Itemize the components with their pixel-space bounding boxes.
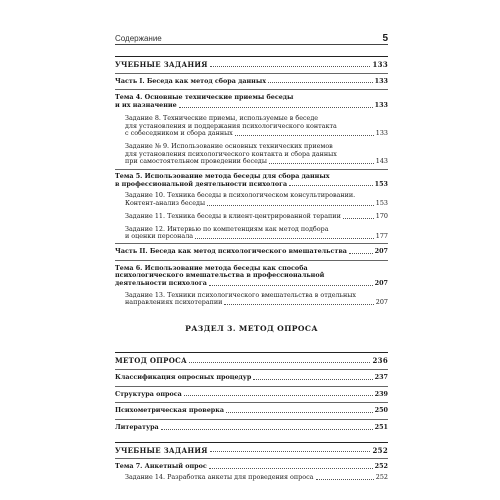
toc-entry-title: УЧЕБНЫЕ ЗАДАНИЯ	[115, 445, 208, 455]
toc-entry-title: Литература	[115, 422, 159, 431]
toc-entry-title: УЧЕБНЫЕ ЗАДАНИЯ	[115, 60, 208, 69]
toc-entry-title-line: Задание 8. Технические приемы, используемые в беседе	[125, 113, 319, 122]
leader-dots	[289, 185, 373, 186]
toc-entry-page: 251	[374, 422, 388, 431]
leader-dots	[349, 253, 373, 254]
leader-dots	[207, 205, 374, 206]
toc-entry-title-line: Тема 5. Использование метода беседы для сбора данных	[115, 172, 330, 181]
toc-entry-title: Классификация опросных процедур	[115, 372, 252, 381]
toc-entry-title: Часть II. Беседа как метод психологического вмешательства	[115, 246, 347, 255]
toc-entry-survey-method[interactable]	[115, 357, 388, 365]
toc-entry-title-line: Задание 12. Интервью по компетенциям как метод подбора	[125, 224, 329, 233]
toc-entry-title-line: при самостоятельном проведении беседы	[125, 157, 267, 166]
toc-entry-page: 252	[372, 445, 388, 455]
toc-entry-structure[interactable]	[115, 391, 388, 399]
toc-entry-page: 237	[374, 372, 388, 381]
toc-entry-title-line: для установления психологического контакта и сбора данных	[125, 149, 337, 158]
toc-entry-task-11[interactable]	[115, 213, 388, 221]
toc-entry-title-line: Задание 10. Техника беседы в психологическом консультировании.	[125, 191, 356, 200]
table-of-contents	[115, 56, 388, 482]
toc-entry-page: 153	[374, 179, 388, 188]
toc-entry-title: Психометрическая проверка	[115, 406, 224, 415]
toc-entry-page: 177	[375, 232, 388, 241]
toc-entry-title: Часть I. Беседа как метод сбора данных	[115, 76, 267, 85]
divider	[115, 458, 388, 459]
toc-entry-study-tasks[interactable]	[115, 61, 388, 69]
toc-entry-title: Структура опроса	[115, 389, 182, 398]
leader-dots	[224, 304, 373, 305]
toc-entry-literature[interactable]	[115, 424, 388, 432]
divider	[115, 369, 388, 370]
toc-entry-title: Тема 7. Анкетный опрос	[115, 462, 207, 471]
leader-dots	[269, 163, 374, 164]
toc-entry-title-line: и оценки персонала	[125, 232, 194, 241]
leader-dots	[268, 82, 373, 83]
page-number: 5	[382, 33, 388, 44]
toc-entry-task-10[interactable]	[115, 192, 388, 207]
toc-entry-page: 239	[374, 389, 388, 398]
running-title: Содержание	[115, 34, 162, 43]
divider	[115, 419, 388, 420]
toc-entry-title-line: Тема 4. Основные технические приемы беседы	[115, 93, 294, 102]
toc-entry-title-line: и их назначение	[115, 101, 177, 110]
divider	[115, 442, 388, 443]
toc-entry-title: Задание 14. Разработка анкеты для проведения опроса	[125, 473, 314, 482]
toc-entry-title: Задание 11. Техника беседы в клиент-центрированной терапии	[125, 211, 341, 220]
toc-entry-page: 133	[374, 101, 388, 110]
toc-entry-classification[interactable]	[115, 374, 388, 382]
divider	[115, 386, 388, 387]
toc-entry-task-9[interactable]	[115, 143, 388, 166]
toc-entry-study-tasks-2[interactable]	[115, 447, 388, 455]
toc-entry-page: 236	[372, 356, 388, 366]
leader-dots	[195, 238, 374, 239]
toc-entry-page: 153	[375, 199, 388, 208]
toc-entry-theme-7[interactable]	[115, 463, 388, 471]
divider	[115, 352, 388, 353]
toc-entry-task-12[interactable]	[115, 226, 388, 241]
leader-dots	[235, 135, 374, 136]
leader-dots	[184, 395, 373, 396]
leader-dots	[210, 451, 371, 452]
section-title: РАЗДЕЛ 3. МЕТОД ОПРОСА	[185, 324, 318, 334]
toc-entry-title-line: деятельности психолога	[115, 279, 207, 288]
toc-entry-title-line: Задание № 9. Использование основных технических приемов	[125, 141, 333, 150]
leader-dots	[343, 218, 374, 219]
toc-entry-title-line: для установления и поддержания психологического контакта	[125, 121, 337, 130]
toc-entry-page: 170	[375, 211, 388, 220]
toc-entry-part-2[interactable]	[115, 248, 388, 256]
toc-entry-theme-4[interactable]	[115, 94, 388, 109]
toc-entry-page: 252	[375, 473, 388, 482]
toc-entry-page: 133	[372, 60, 388, 69]
toc-entry-page: 133	[374, 76, 388, 85]
toc-entry-task-14[interactable]	[115, 474, 388, 482]
toc-entry-title-line: направлениях психотерапии	[125, 298, 223, 307]
toc-entry-task-13[interactable]	[115, 292, 388, 307]
leader-dots	[316, 479, 374, 480]
leader-dots	[179, 107, 373, 108]
header-rule	[115, 44, 388, 45]
leader-dots	[226, 412, 373, 413]
toc-entry-page: 143	[375, 157, 388, 166]
toc-entry-theme-6[interactable]	[115, 265, 388, 288]
leader-dots	[253, 379, 372, 380]
leader-dots	[161, 429, 373, 430]
leader-dots	[209, 285, 373, 286]
toc-entry-title-line: Задание 13. Техники психологического вмешательства в отдельных	[125, 290, 356, 299]
toc-entry-page: 207	[374, 279, 388, 288]
divider	[115, 89, 388, 90]
divider	[115, 260, 388, 261]
divider	[115, 243, 388, 244]
toc-entry-title: МЕТОД ОПРОСА	[115, 356, 187, 366]
toc-entry-title-line: Контент-анализ беседы	[125, 199, 206, 208]
toc-entry-title-line: психологического вмешательства в профессиональной	[115, 271, 325, 280]
toc-entry-psychometric[interactable]	[115, 407, 388, 415]
toc-entry-page: 252	[374, 462, 388, 471]
toc-entry-page: 207	[374, 246, 388, 255]
toc-entry-title-line: в профессиональной деятельности психолога	[115, 179, 288, 188]
divider	[115, 402, 388, 403]
toc-entry-title-line: с собеседником и сбора данных	[125, 129, 233, 138]
leader-dots	[189, 362, 370, 363]
running-header	[115, 33, 388, 44]
toc-entry-theme-5[interactable]	[115, 173, 388, 188]
leader-dots	[209, 468, 373, 469]
toc-entry-task-8[interactable]	[115, 115, 388, 138]
divider	[115, 169, 388, 170]
leader-dots	[210, 66, 371, 67]
toc-entry-page: 133	[375, 129, 388, 138]
divider	[115, 73, 388, 74]
toc-entry-title-line: Тема 6. Использование метода беседы как способа	[115, 263, 308, 272]
toc-entry-page: 207	[375, 298, 388, 307]
toc-entry-part-1[interactable]	[115, 78, 388, 86]
divider	[115, 56, 388, 57]
toc-entry-page: 250	[374, 406, 388, 415]
